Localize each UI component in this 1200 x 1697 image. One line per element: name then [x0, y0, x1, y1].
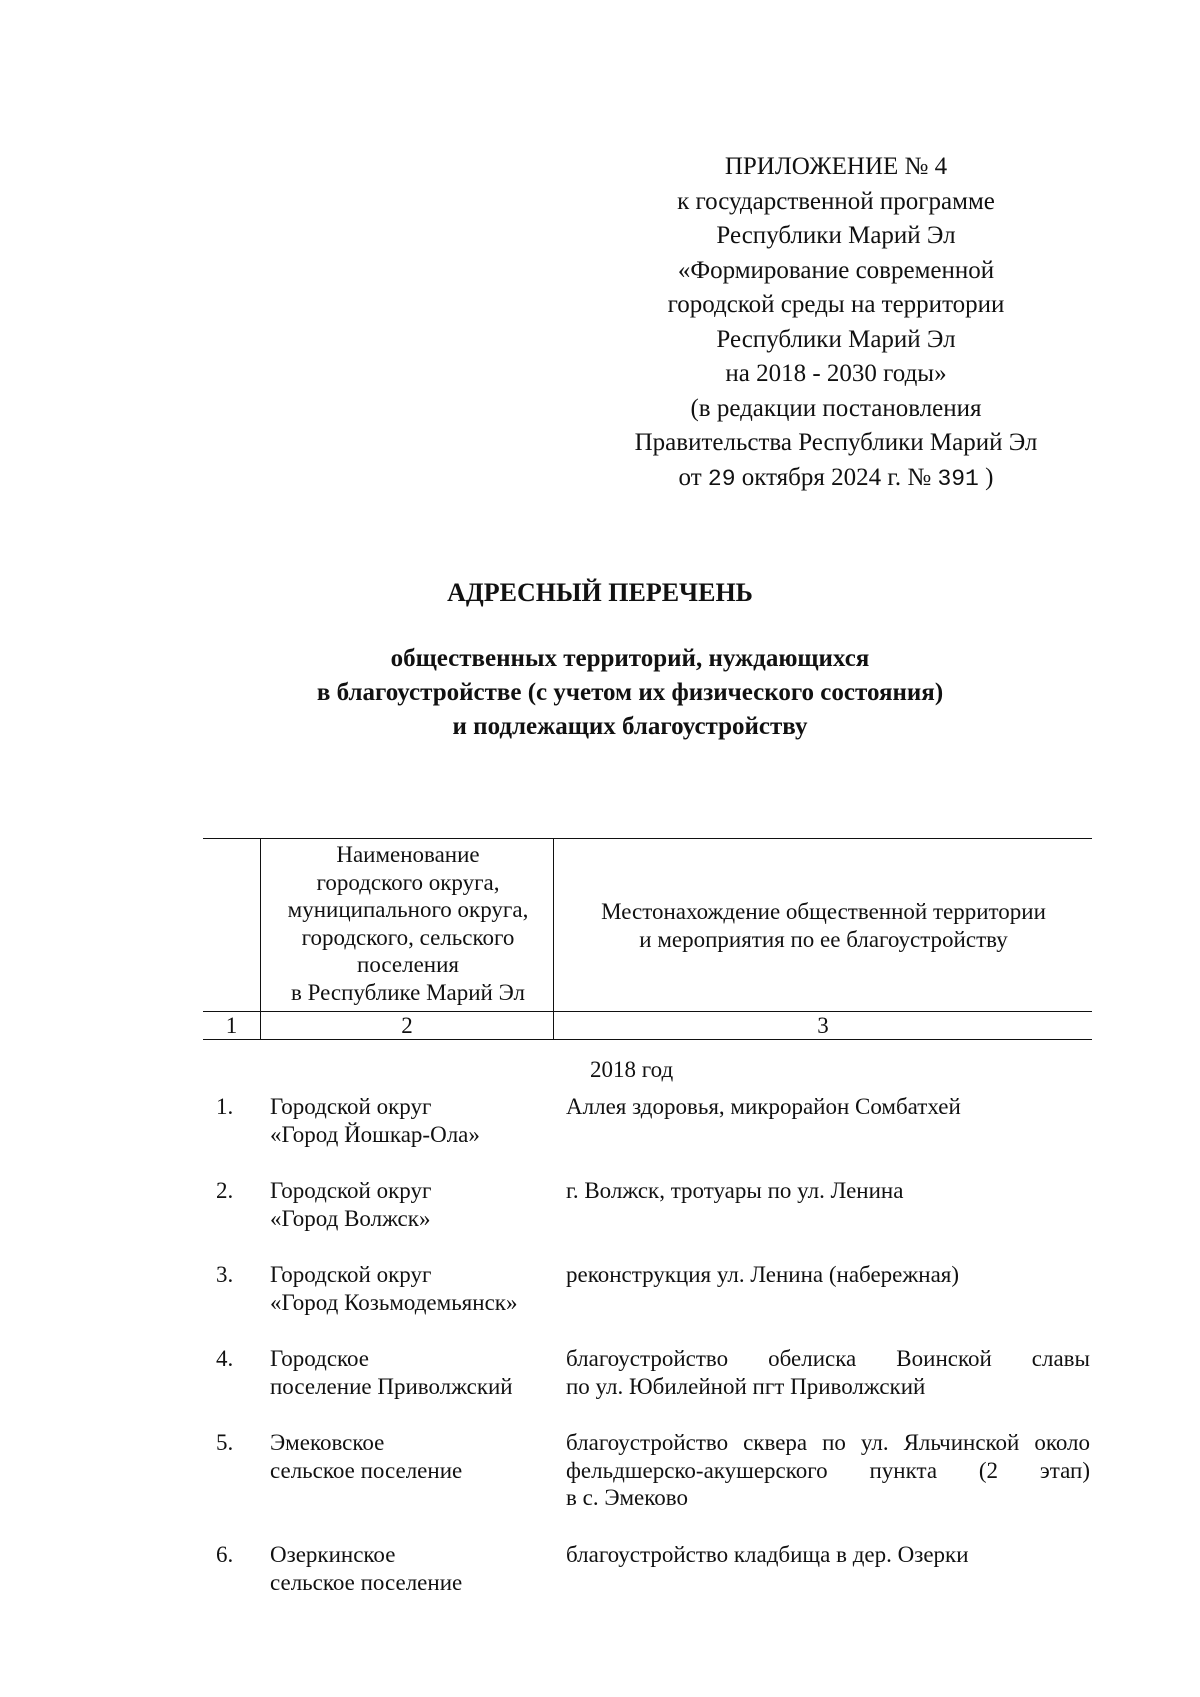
row-number: 2. [216, 1178, 234, 1203]
cell-line: Аллея здоровья, микрорайон Сомбатхей [566, 1094, 961, 1119]
document-subtitle [0, 642, 1200, 744]
location-cell [566, 1093, 1090, 1121]
appendix-line: на 2018 - 2030 годы» [725, 360, 947, 387]
cell-line: Озеркинское [270, 1542, 396, 1567]
location-cell [566, 1429, 1090, 1512]
row-number: 4. [216, 1346, 234, 1371]
header-line: Местонахождение общественной территории [601, 899, 1046, 924]
cell-line: г. Волжск, тротуары по ул. Ленина [566, 1178, 904, 1203]
cell-line: благоустройство обелиска Воинской славы [566, 1346, 1090, 1371]
row-number: 5. [216, 1430, 234, 1455]
municipality-cell [270, 1541, 560, 1596]
cell-line: Городское [270, 1346, 370, 1371]
header-line: городского, сельского [301, 924, 515, 950]
column-header-municipality [263, 841, 553, 1006]
appendix-line: городской среды на территории [667, 291, 1005, 318]
municipality-cell [270, 1261, 560, 1316]
cell-line: «Город Волжск» [270, 1205, 431, 1231]
date-prefix: от [678, 463, 702, 491]
cell-line: благоустройство кладбища в дер. Озерки [566, 1542, 969, 1567]
cell-line: Городской округ [270, 1262, 432, 1287]
municipality-cell [270, 1429, 560, 1484]
date-suffix: ) [985, 463, 994, 491]
subtitle-line: общественных территорий, нуждающихся [390, 645, 870, 672]
column-number: 2 [401, 1013, 413, 1038]
row-number: 6. [216, 1542, 234, 1567]
resolution-date-line [596, 461, 1076, 497]
document-title: АДРЕСНЫЙ ПЕРЕЧЕНЬ [447, 578, 753, 607]
appendix-line: к государственной программе [677, 187, 995, 215]
year-heading: 2018 год [590, 1057, 674, 1082]
resolution-number: 391 [937, 465, 979, 492]
header-line: поселения [357, 952, 459, 977]
appendix-line: Правительства Республики Марий Эл [634, 429, 1038, 456]
column-divider [553, 839, 554, 1039]
date-day: 29 [707, 465, 736, 492]
municipality-cell [270, 1177, 560, 1232]
column-number: 3 [817, 1013, 829, 1038]
location-cell [566, 1541, 1090, 1569]
cell-line: «Город Йошкар-Ола» [270, 1121, 480, 1147]
cell-line: сельское поселение [270, 1457, 463, 1483]
cell-line: сельское поселение [270, 1569, 463, 1595]
cell-line: в с. Эмеково [566, 1485, 688, 1510]
column-number: 1 [225, 1013, 238, 1038]
location-cell [566, 1261, 1090, 1289]
header-divider [203, 1011, 1092, 1012]
header-line: и мероприятия по ее благоустройству [639, 926, 1008, 952]
header-line: муниципального округа, [287, 897, 529, 922]
header-line: в Республике Марий Эл [291, 979, 525, 1005]
cell-line: реконструкция ул. Ленина (набережная) [566, 1262, 960, 1287]
location-cell [566, 1345, 1090, 1400]
appendix-line: «Формирование современной [677, 256, 995, 284]
subtitle-line: в благоустройстве (с учетом их физического состояния) [316, 679, 944, 706]
header-line: городского округа, [316, 869, 500, 895]
header-line: Наименование [336, 842, 480, 867]
row-number: 1. [216, 1094, 234, 1119]
cell-line: фельдшерско-акушерского пункта (2 этап) [566, 1457, 1090, 1483]
municipality-cell [270, 1093, 560, 1148]
appendix-line: ПРИЛОЖЕНИЕ № 4 [724, 153, 948, 180]
appendix-line: (в редакции постановления [690, 394, 982, 422]
municipality-cell [270, 1345, 560, 1400]
row-number: 3. [216, 1262, 234, 1287]
appendix-header [596, 150, 1076, 496]
column-divider [260, 839, 261, 1039]
cell-line: благоустройство сквера по ул. Яльчинской около [566, 1430, 1090, 1455]
cell-line: по ул. Юбилейной пгт Приволжский [566, 1373, 926, 1399]
cell-line: поселение Приволжский [270, 1373, 513, 1399]
location-cell [566, 1177, 1090, 1205]
cell-line: Городской округ [270, 1178, 432, 1203]
appendix-line: Республики Марий Эл [716, 222, 956, 249]
cell-line: Эмековское [270, 1430, 385, 1455]
cell-line: Городской округ [270, 1094, 432, 1119]
cell-line: «Город Козьмодемьянск» [270, 1289, 518, 1315]
subtitle-line: и подлежащих благоустройству [452, 713, 808, 740]
date-month-year: октября 2024 г. № [741, 463, 932, 491]
appendix-line: Республики Марий Эл [716, 325, 956, 353]
column-header-location [555, 898, 1092, 953]
table-header [203, 838, 1092, 1040]
